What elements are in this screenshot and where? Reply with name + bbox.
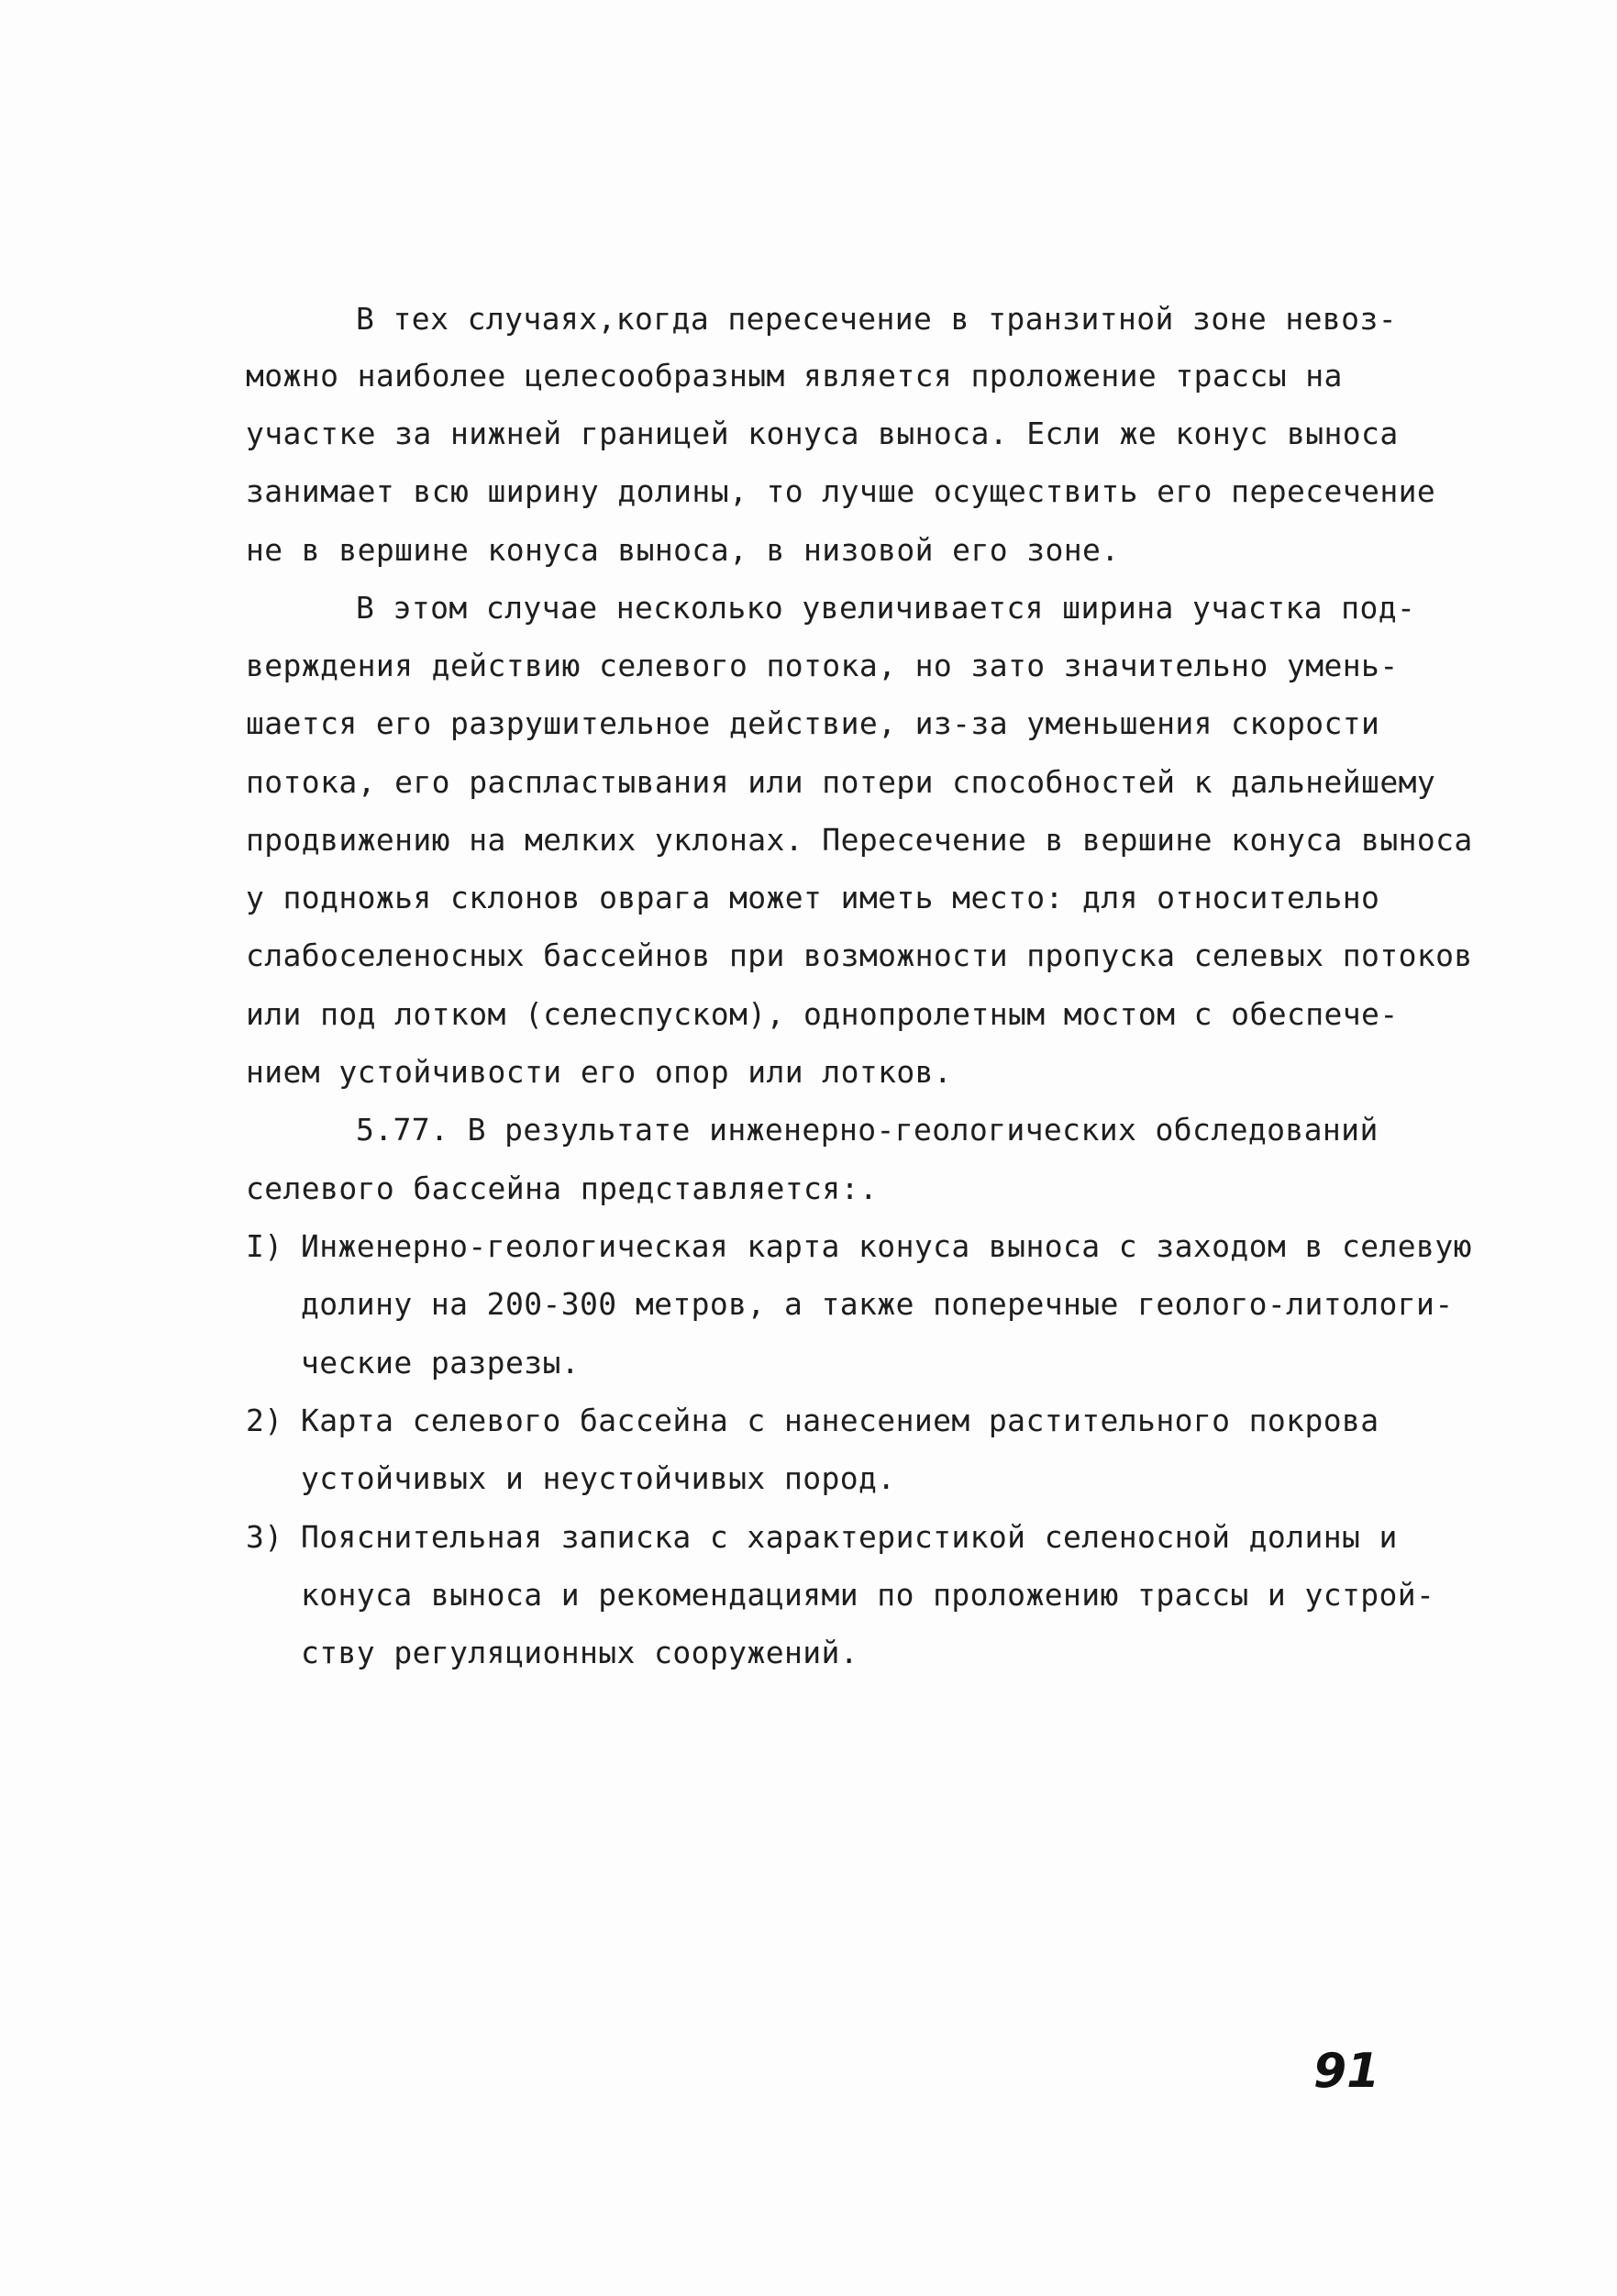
list-item-1-line-1: Инженерно-геологическая карта конуса выноса с заходом в селевую [301,1228,1472,1264]
paragraph-2-line-5: продвижению на мелких уклонах. Пересечение в вершине конуса выноса [246,822,1473,858]
list-item-1-line-3: ческие разрезы. [301,1345,581,1381]
paragraph-2-line-4: потока, его распластывания или потери способностей к дальнейшему [246,764,1436,800]
paragraph-2-line-6: у подножья склонов оврага может иметь место: для относительно [246,880,1380,915]
paragraph-2-line-1: В этом случае несколько увеличивается ширина участка под- [356,590,1416,626]
paragraph-1-line-5: не в вершине конуса выноса, в низовой его зоне. [246,532,1120,568]
list-item-3-line-3: ству регуляционных сооружений. [301,1635,859,1670]
paragraph-1-line-4: занимает всю ширину долины, то лучше осуществить его пересечение [246,473,1436,509]
list-item-3-line-1: Пояснительная записка с характеристикой селеносной долины и [301,1519,1398,1555]
paragraph-3-line-1: 5.77. В результате инженерно-геологических обследований [356,1112,1379,1148]
paragraph-2-line-9: нием устойчивости его опор или лотков. [246,1054,953,1090]
list-item-3-marker: 3) [246,1519,283,1555]
paragraph-2-line-7: слабоселеносных бассейнов при возможности пропуска селевых потоков [246,937,1473,973]
paragraph-1-line-2: можно наиболее целесообразным является проложение трассы на [246,358,1343,394]
paragraph-1-line-3: участке за нижней границей конуса выноса. Если же конус выноса [246,416,1399,451]
list-item-3-line-2: конуса выноса и рекомендациями по проложению трассы и устрой- [301,1577,1435,1613]
list-item-2-line-2: устойчивых и неустойчивых пород. [301,1460,896,1496]
paragraph-2-line-8: или под лотком (селеспуском), однопролетным мостом с обеспече- [246,996,1399,1032]
paragraph-2-line-3: шается его разрушительное действие, из-за уменьшения скорости [246,705,1380,741]
paragraph-3-line-2: селевого бассейна представляется:. [246,1170,879,1206]
list-item-2-line-1: Карта селевого бассейна с нанесением растительного покрова [301,1403,1379,1438]
paragraph-2-line-2: верждения действию селевого потока, но зато значительно умень- [246,648,1399,683]
page-number: 91 [1313,2044,1380,2099]
list-item-1-marker: I) [246,1228,283,1264]
list-item-2-marker: 2) [246,1403,283,1438]
paragraph-1-line-1: В тех случаях,когда пересечение в транзитной зоне невоз- [356,301,1397,337]
list-item-1-line-2: долину на 200-300 метров, а также поперечные геолого-литологи- [301,1286,1454,1322]
